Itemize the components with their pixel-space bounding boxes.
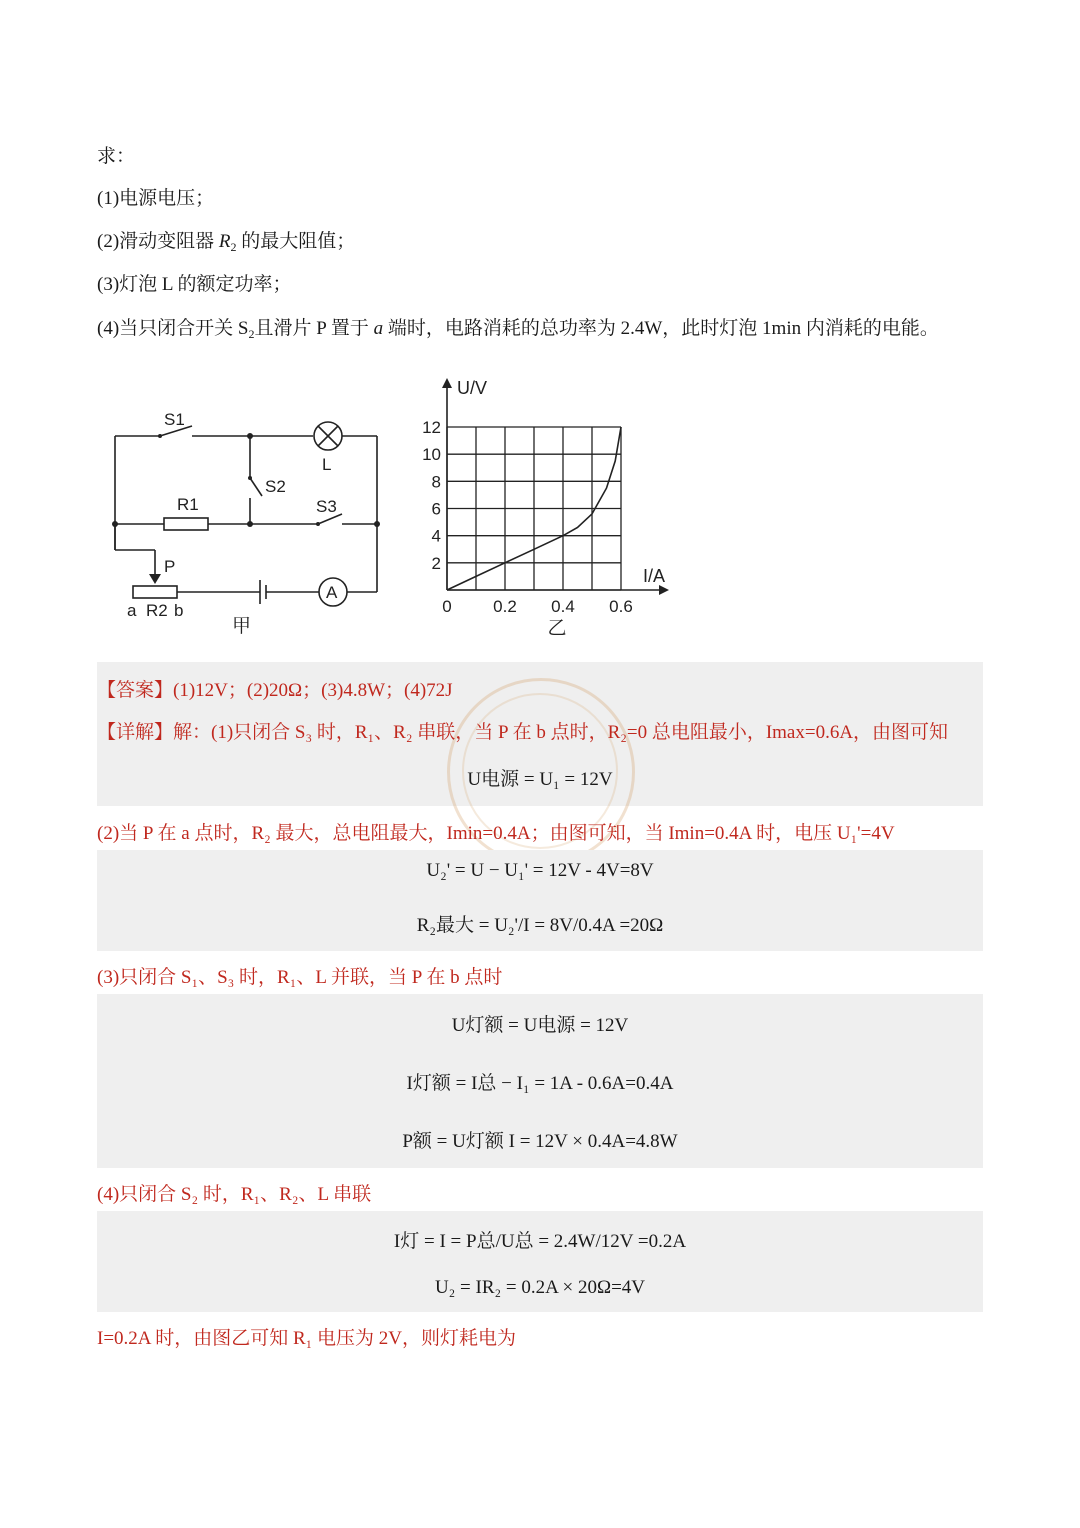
y-tick-label: 4	[431, 526, 441, 546]
equation-2: U₂' = U − U₁' = 12V - 4V=8V	[426, 860, 654, 881]
equation-1: U电源 = U₁ = 12V	[467, 769, 613, 790]
y-tick-label: 6	[431, 499, 441, 519]
detail-p3: (3)只闭合 S₁、S₃ 时，R₁、L 并联，当 P 在 b 点时	[97, 967, 503, 988]
chart-caption: 乙	[547, 618, 567, 639]
x-axis-label: I/A	[643, 566, 666, 586]
detail-p5: I=0.2A 时，由图乙可知 R₁ 电压为 2V，则灯耗电为	[97, 1328, 516, 1349]
y-tick-label: 10	[422, 445, 441, 465]
question-3: (3)灯泡 L 的额定功率；	[97, 274, 292, 295]
p-label: P	[164, 557, 176, 576]
question-2: (2)滑动变阻器 $R_2$ 的最大阻值；	[97, 231, 356, 254]
s2-label: S2	[265, 477, 286, 496]
iu-chart	[405, 372, 680, 642]
b-label: b	[174, 601, 184, 620]
s3-label: S3	[316, 497, 337, 516]
question-1: (1)电源电压；	[97, 188, 215, 209]
detail-p2: (2)当 P 在 a 点时，R₂ 最大，总电阻最大，Imin=0.4A；由图可知，当 Imin=0.4A 时，电压 U₁'=4V	[97, 823, 895, 844]
equation-6: P额 = U灯额 I = 12V × 0.4A=4.8W	[402, 1131, 678, 1152]
equation-5: I灯额 = I总 − I₁ = 1A - 0.6A=0.4A	[406, 1073, 674, 1094]
a-label: a	[127, 601, 137, 620]
s1-label: S1	[164, 410, 185, 429]
x-tick-label: 0.2	[493, 597, 517, 616]
question-intro: 求：	[97, 146, 136, 167]
x-tick-label: 0.6	[609, 597, 633, 616]
x-tick-label: 0	[442, 597, 452, 616]
equation-4: U灯额 = U电源 = 12V	[451, 1015, 629, 1036]
x-tick-label: 0.4	[551, 597, 575, 616]
equation-3: R₂最大 = U₂'/I = 8V/0.4A =20Ω	[416, 915, 664, 936]
y-tick-label: 2	[431, 553, 441, 573]
equation-7: I灯 = I = P总/U总 = 2.4W/12V =0.2A	[393, 1231, 687, 1252]
answer-line: 【答案】(1)12V；(2)20Ω；(3)4.8W；(4)72J	[97, 680, 453, 701]
detail-p4: (4)只闭合 S₂ 时，R₁、R₂、L 串联	[97, 1184, 372, 1205]
ammeter-label: A	[326, 583, 338, 602]
r2-label: R2	[146, 601, 168, 620]
r1-label: R1	[177, 495, 199, 514]
lamp-label: L	[322, 455, 332, 474]
y-tick-label: 12	[422, 418, 441, 437]
y-tick-label: 8	[431, 472, 441, 492]
equation-8: U₂ = IR₂ = 0.2A × 20Ω=4V	[434, 1277, 646, 1298]
circuit-caption: 甲	[232, 616, 252, 637]
detail-p1: 【详解】解：(1)只闭合 S₃ 时，R₁、R₂ 串联，当 P 在 b 点时，R₂=0 总电阻最小，Imax=0.6A，由图可知	[97, 722, 949, 743]
circuit-diagram	[100, 400, 400, 640]
y-axis-label: U/V	[457, 378, 488, 398]
question-4: (4)当只闭合开关 $S_2$且滑片 P 置于 a 端时，电路消耗的总功率为 2.4W，此时灯泡 1min 内消耗的电能。	[97, 318, 939, 341]
